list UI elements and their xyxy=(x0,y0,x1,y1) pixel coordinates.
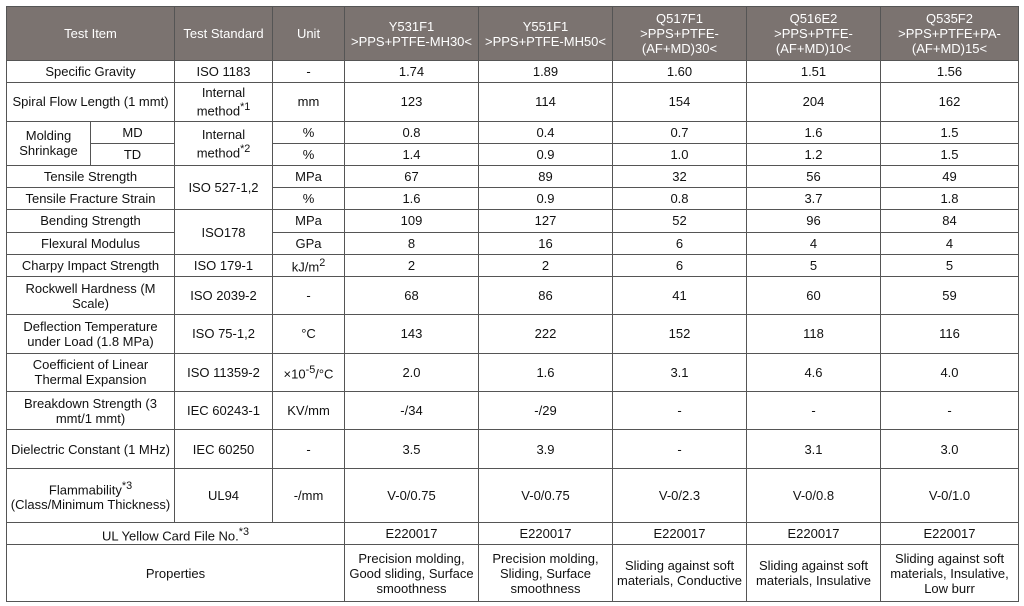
header-test-standard: Test Standard xyxy=(175,7,273,61)
value-cell: 32 xyxy=(613,165,747,187)
row-label: Rockwell Hardness (M Scale) xyxy=(7,276,175,314)
row-label: Molding Shrinkage xyxy=(7,121,91,165)
value-cell: 0.4 xyxy=(479,121,613,143)
row-label: Charpy Impact Strength xyxy=(7,254,175,276)
value-cell: 118 xyxy=(747,315,881,353)
table-row xyxy=(7,353,1019,391)
table-row xyxy=(7,254,1019,276)
value-cell: 0.7 xyxy=(613,121,747,143)
product-desc: >PPS+PTFE+PA-(AF+MD)15< xyxy=(898,26,1001,56)
product-code: Q516E2 xyxy=(789,11,838,26)
value-cell: E220017 xyxy=(613,523,747,545)
value-cell: 116 xyxy=(881,315,1019,353)
value-cell: 1.51 xyxy=(747,61,881,83)
unit-cell: MPa xyxy=(273,165,345,187)
standard-cell: ISO 1183 xyxy=(175,61,273,83)
value-cell: 1.5 xyxy=(881,121,1019,143)
value-cell: Precision molding, Sliding, Surface smoothness xyxy=(479,545,613,602)
value-cell: 222 xyxy=(479,315,613,353)
row-label: Specific Gravity xyxy=(7,61,175,83)
unit-cell: KV/mm xyxy=(273,392,345,430)
value-cell: 204 xyxy=(747,83,881,121)
table-row xyxy=(7,430,1019,468)
sub-label: MD xyxy=(91,121,175,143)
value-cell: 1.5 xyxy=(881,143,1019,165)
value-cell: 3.7 xyxy=(747,188,881,210)
unit-cell: MPa xyxy=(273,210,345,232)
row-label-subtext: (Class/Minimum Thickness) xyxy=(10,497,171,513)
standard-cell: IEC 60250 xyxy=(175,430,273,468)
value-cell: 5 xyxy=(881,254,1019,276)
value-cell: V-0/1.0 xyxy=(881,468,1019,523)
standard-cell: UL94 xyxy=(175,468,273,523)
value-cell: 162 xyxy=(881,83,1019,121)
value-cell: 41 xyxy=(613,276,747,314)
value-cell: 67 xyxy=(345,165,479,187)
value-cell: 0.8 xyxy=(345,121,479,143)
value-cell: 96 xyxy=(747,210,881,232)
standard-text: Internal method xyxy=(196,85,246,119)
value-cell: 1.8 xyxy=(881,188,1019,210)
value-cell: 5 xyxy=(747,254,881,276)
value-cell: 6 xyxy=(613,232,747,254)
value-cell: 59 xyxy=(881,276,1019,314)
value-cell: 4 xyxy=(881,232,1019,254)
standard-cell: ISO 2039-2 xyxy=(175,276,273,314)
value-cell: 16 xyxy=(479,232,613,254)
table-row xyxy=(7,143,1019,165)
value-cell: 3.1 xyxy=(747,430,881,468)
table-row xyxy=(7,165,1019,187)
unit-text: /°C xyxy=(315,366,334,382)
table-row xyxy=(7,121,1019,143)
standard-cell: ISO178 xyxy=(175,210,273,254)
value-cell: -/34 xyxy=(345,392,479,430)
row-label: Coefficient of Linear Thermal Expansion xyxy=(7,353,175,391)
value-cell: Sliding against soft materials, Conductive xyxy=(613,545,747,602)
value-cell: 2.0 xyxy=(345,353,479,391)
value-cell: 86 xyxy=(479,276,613,314)
value-cell: V-0/0.75 xyxy=(345,468,479,523)
value-cell: 1.74 xyxy=(345,61,479,83)
value-cell: 127 xyxy=(479,210,613,232)
header-product xyxy=(881,7,1019,61)
table-row xyxy=(7,468,1019,523)
spec-table xyxy=(6,6,1019,602)
value-cell: 3.9 xyxy=(479,430,613,468)
value-cell: 89 xyxy=(479,165,613,187)
value-cell: 3.0 xyxy=(881,430,1019,468)
unit-cell: % xyxy=(273,121,345,143)
product-desc: >PPS+PTFE-(AF+MD)10< xyxy=(774,26,853,56)
sub-label: TD xyxy=(91,143,175,165)
value-cell: 1.89 xyxy=(479,61,613,83)
value-cell: 143 xyxy=(345,315,479,353)
value-cell: E220017 xyxy=(881,523,1019,545)
value-cell: 6 xyxy=(613,254,747,276)
value-cell: 3.5 xyxy=(345,430,479,468)
standard-text: Internal method xyxy=(196,126,246,160)
value-cell: 154 xyxy=(613,83,747,121)
value-cell: 109 xyxy=(345,210,479,232)
value-cell: 1.4 xyxy=(345,143,479,165)
unit-cell: - xyxy=(273,276,345,314)
value-cell: 2 xyxy=(479,254,613,276)
header-product xyxy=(613,7,747,61)
footnote-mark: *3 xyxy=(238,525,250,538)
standard-cell: ISO 527-1,2 xyxy=(175,165,273,209)
footnote-mark: *2 xyxy=(240,142,251,155)
value-cell: - xyxy=(747,392,881,430)
value-cell: V-0/0.8 xyxy=(747,468,881,523)
value-cell: 4.6 xyxy=(747,353,881,391)
value-cell: 4 xyxy=(747,232,881,254)
unit-text: kJ/m xyxy=(291,259,320,275)
value-cell: 1.2 xyxy=(747,143,881,165)
product-desc: >PPS+PTFE-MH50< xyxy=(484,33,607,49)
value-cell: 1.0 xyxy=(613,143,747,165)
value-cell: 84 xyxy=(881,210,1019,232)
unit-cell: % xyxy=(273,143,345,165)
row-label: Flexural Modulus xyxy=(7,232,175,254)
value-cell: V-0/2.3 xyxy=(613,468,747,523)
value-cell: E220017 xyxy=(747,523,881,545)
unit-cell xyxy=(273,353,345,391)
header-unit: Unit xyxy=(273,7,345,61)
unit-cell: GPa xyxy=(273,232,345,254)
table-row xyxy=(7,83,1019,121)
product-desc: >PPS+PTFE-MH30< xyxy=(350,33,473,49)
standard-cell: ISO 179-1 xyxy=(175,254,273,276)
row-label xyxy=(7,523,345,545)
footnote-mark: *3 xyxy=(121,479,133,492)
table-row xyxy=(7,523,1019,545)
row-label: Bending Strength xyxy=(7,210,175,232)
value-cell: 56 xyxy=(747,165,881,187)
value-cell: 68 xyxy=(345,276,479,314)
value-cell: 123 xyxy=(345,83,479,121)
row-label-text: UL Yellow Card File No. xyxy=(101,527,239,543)
unit-cell xyxy=(273,254,345,276)
value-cell: - xyxy=(613,392,747,430)
header-row xyxy=(7,7,1019,61)
value-cell: 114 xyxy=(479,83,613,121)
product-desc: >PPS+PTFE-(AF+MD)30< xyxy=(640,26,719,56)
value-cell: 2 xyxy=(345,254,479,276)
value-cell: 1.6 xyxy=(747,121,881,143)
table-row xyxy=(7,210,1019,232)
product-code: Y551F1 xyxy=(522,18,569,34)
unit-superscript: 2 xyxy=(319,257,326,270)
table-row xyxy=(7,392,1019,430)
value-cell: 49 xyxy=(881,165,1019,187)
value-cell: 0.8 xyxy=(613,188,747,210)
row-label: Tensile Strength xyxy=(7,165,175,187)
row-label: Tensile Fracture Strain xyxy=(7,188,175,210)
row-label: Breakdown Strength (3 mmt/1 mmt) xyxy=(7,392,175,430)
value-cell: 8 xyxy=(345,232,479,254)
unit-cell: % xyxy=(273,188,345,210)
value-cell: 1.56 xyxy=(881,61,1019,83)
unit-cell: mm xyxy=(273,83,345,121)
value-cell: E220017 xyxy=(479,523,613,545)
table-row xyxy=(7,61,1019,83)
value-cell: 3.1 xyxy=(613,353,747,391)
row-label: Spiral Flow Length (1 mmt) xyxy=(7,83,175,121)
table-row xyxy=(7,232,1019,254)
value-cell: Sliding against soft materials, Insulative, Low burr xyxy=(881,545,1019,602)
header-product xyxy=(479,7,613,61)
header-test-item: Test Item xyxy=(7,7,175,61)
value-cell: 1.6 xyxy=(479,353,613,391)
value-cell: Sliding against soft materials, Insulative xyxy=(747,545,881,602)
standard-cell: ISO 11359-2 xyxy=(175,353,273,391)
header-product xyxy=(345,7,479,61)
unit-cell: - xyxy=(273,430,345,468)
value-cell: 52 xyxy=(613,210,747,232)
standard-cell: ISO 75-1,2 xyxy=(175,315,273,353)
table-row xyxy=(7,276,1019,314)
table-row xyxy=(7,545,1019,602)
value-cell: V-0/0.75 xyxy=(479,468,613,523)
row-label: Deflection Temperature under Load (1.8 MPa) xyxy=(7,315,175,353)
standard-cell xyxy=(175,83,273,121)
footnote-mark: *1 xyxy=(240,101,251,114)
row-label-text: Flammability xyxy=(48,482,122,498)
value-cell: 0.9 xyxy=(479,143,613,165)
standard-cell: IEC 60243-1 xyxy=(175,392,273,430)
unit-cell: °C xyxy=(273,315,345,353)
value-cell: 152 xyxy=(613,315,747,353)
unit-text: ×10 xyxy=(283,366,306,382)
value-cell: 60 xyxy=(747,276,881,314)
unit-cell: - xyxy=(273,61,345,83)
value-cell: - xyxy=(613,430,747,468)
unit-superscript: -5 xyxy=(305,364,316,377)
value-cell: 4.0 xyxy=(881,353,1019,391)
value-cell: 1.6 xyxy=(345,188,479,210)
table-row xyxy=(7,188,1019,210)
product-code: Q517F1 xyxy=(656,11,703,26)
standard-cell xyxy=(175,121,273,165)
value-cell: 0.9 xyxy=(479,188,613,210)
unit-cell: -/mm xyxy=(273,468,345,523)
value-cell: -/29 xyxy=(479,392,613,430)
header-product xyxy=(747,7,881,61)
value-cell: E220017 xyxy=(345,523,479,545)
product-code: Q535F2 xyxy=(926,11,973,26)
value-cell: Precision molding, Good sliding, Surface smoothness xyxy=(345,545,479,602)
value-cell: 1.60 xyxy=(613,61,747,83)
product-code: Y531F1 xyxy=(388,18,435,34)
value-cell: - xyxy=(881,392,1019,430)
row-label: Dielectric Constant (1 MHz) xyxy=(7,430,175,468)
table-row xyxy=(7,315,1019,353)
row-label: Properties xyxy=(7,545,345,602)
row-label xyxy=(7,468,175,523)
